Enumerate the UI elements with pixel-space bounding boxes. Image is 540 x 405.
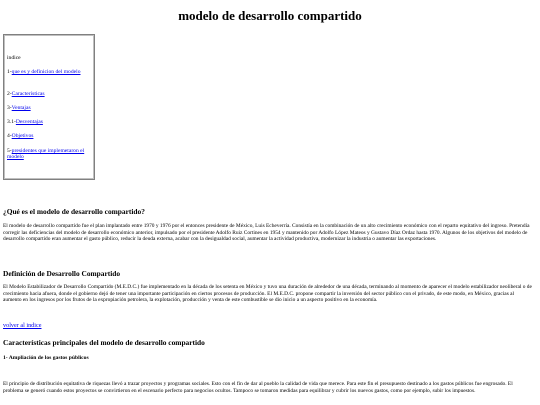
index-link-presidentes[interactable]: presidentes que implemetaron el modelo: [7, 148, 85, 161]
index-link-ventajas[interactable]: Ventajas: [11, 105, 31, 111]
paragraph-gastos-publicos: El principio de distribución equitativa de riquezas llevó a trazar proyectos y programas sociales. Esto con el fin de dar al pueblo la calidad de vida que merece. Para este fin el presupuesto destinado a los gastos públicos fue engrosado. El problema se generó cuando estos proyectos se convirtieron en el escenario perfecto para negocios ocultos. Tampoco se tomaron medidas para equilibrar y cubrir los nuevos gastos, como por ejemplo, subir los impuestos.: [3, 381, 513, 394]
index-link-que-es[interactable]: que es y definicion del modelo: [11, 69, 81, 75]
heading-que-es: ¿Qué es el modelo de desarrollo compartido?: [3, 207, 145, 216]
index-item-ventajas: [7, 105, 91, 111]
index-item-presidentes: [7, 148, 91, 161]
index-link-objetivos[interactable]: Objetivos: [11, 133, 34, 139]
index-item-prefix: 3-: [7, 105, 12, 111]
paragraph-definicion: El Modelo Estabilizador de Desarrollo Compartido (M.E.D.C.) fue implementado en la década de los setenta en México y tuvo una duración de alrededor de una década, terminando al momento de aparecer el modelo estabilizador neoliberal o de crecimiento hacia afuera, donde el gobierno dejó de tener una importante participación en ciertos procesos de producción. El M.E.D.C. propone compartir la inversión del sector público con el privado, de este modo, en México, gracias al aumento en los ingresos por los frutos de la expropiación petrolera, la explotación, producción y venta de este combustible se dio inicio a un aspecto positivo en la economía.: [3, 284, 532, 304]
index-item-prefix: 4-: [7, 133, 12, 139]
subheading-gastos-publicos: 1- Ampliación de los gastos públicos: [3, 355, 89, 361]
index-label: indice: [7, 55, 21, 61]
index-link-caracteristicas[interactable]: Características: [11, 91, 45, 97]
paragraph-que-es: El modelo de desarrollo compartido fue el plan implantado entre 1970 y 1976 por el entonces presidente de México, Luis Echeverría. Consistía en la combinación de un alto crecimiento económico con el reparto equitativo del ingreso. Pretendía corregir las deficiencias del modelo de desarrollo económico anterior, impulsado por el presidente Adolfo Ruiz Cortines en 1954 y mantenido por Adolfo López Mateos y Gustavo Díaz Ordaz hasta 1970. Algunos de los objetivos del modelo de desarrollo compartido eran aumentar el gasto público, reducir la deuda externa, acabar con la desigualdad social, aumentar la actividad productiva, modernizar la industria o aumentar las exportaciones.: [3, 223, 530, 243]
index-item-prefix: 1-: [7, 69, 12, 75]
index-link-desventajas[interactable]: Desventajas: [15, 119, 43, 125]
page-title: modelo de desarrollo compartido: [178, 8, 362, 23]
heading-definicion: Definición de Desarrollo Compartido: [3, 269, 121, 278]
index-item-prefix: 2-: [7, 91, 12, 97]
index-item-prefix: 3.1-: [7, 119, 16, 125]
heading-caracteristicas: Características principales del modelo de desarrollo compartido: [3, 338, 205, 347]
index-item-desventajas: [7, 119, 91, 125]
index-item-caracteristicas: [7, 91, 91, 97]
index-item-prefix: 5-: [7, 148, 12, 154]
index-item-que-es: [7, 69, 91, 75]
back-to-index-link[interactable]: volver al indice: [3, 322, 42, 329]
index-box: [3, 34, 95, 180]
index-item-objetivos: [7, 133, 91, 139]
